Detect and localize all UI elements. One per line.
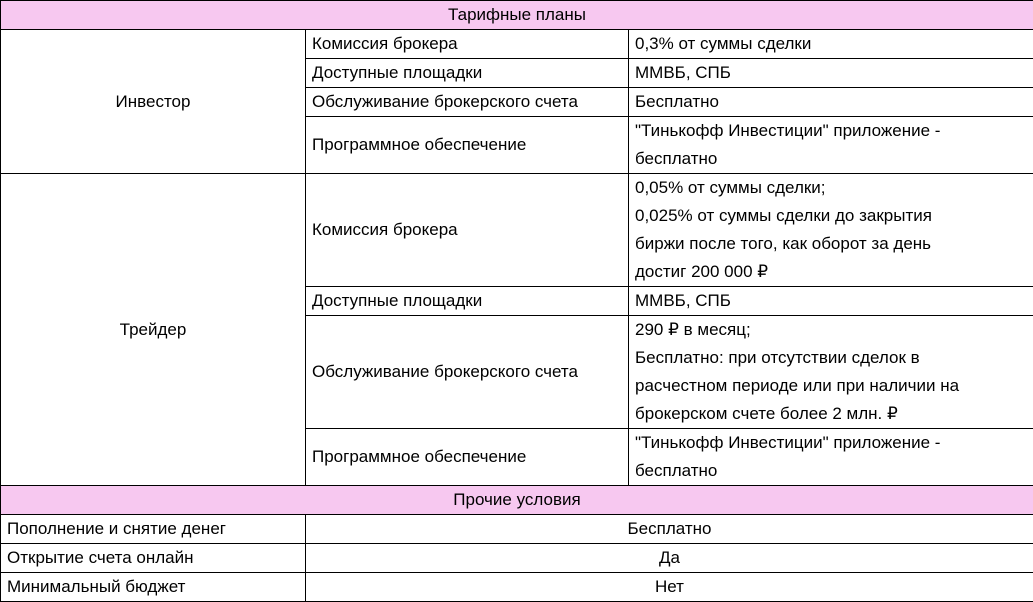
param-label: Доступные площадки — [306, 287, 629, 316]
tariffs-header: Тарифные планы — [1, 1, 1033, 30]
param-label: Обслуживание брокерского счета — [306, 316, 629, 429]
param-value: 0,05% от суммы сделки; 0,025% от суммы сделки до закрытия биржи после того, как оборот за день достиг 200 000 ₽ — [629, 174, 1033, 287]
condition-value: Нет — [306, 573, 1033, 602]
param-value: "Тинькофф Инвестиции" приложение - бесплатно — [629, 117, 1033, 174]
param-label: Комиссия брокера — [306, 174, 629, 287]
other-header: Прочие условия — [1, 486, 1033, 515]
param-value: Бесплатно — [629, 88, 1033, 117]
condition-label: Пополнение и снятие денег — [1, 515, 306, 544]
param-value: ММВБ, СПБ — [629, 59, 1033, 88]
param-value: 0,3% от суммы сделки — [629, 30, 1033, 59]
condition-value: Бесплатно — [306, 515, 1033, 544]
condition-value: Да — [306, 544, 1033, 573]
param-label: Обслуживание брокерского счета — [306, 88, 629, 117]
param-value: ММВБ, СПБ — [629, 287, 1033, 316]
plan-name-investor: Инвестор — [1, 30, 306, 174]
param-value: "Тинькофф Инвестиции" приложение - бесплатно — [629, 429, 1033, 486]
param-value: 290 ₽ в месяц; Бесплатно: при отсутствии сделок в расчестном периоде или при наличии на брокерском счете более 2 млн. ₽ — [629, 316, 1033, 429]
param-label: Программное обеспечение — [306, 429, 629, 486]
param-label: Доступные площадки — [306, 59, 629, 88]
param-label: Программное обеспечение — [306, 117, 629, 174]
condition-label: Минимальный бюджет — [1, 573, 306, 602]
condition-label: Открытие счета онлайн — [1, 544, 306, 573]
plan-name-trader: Трейдер — [1, 174, 306, 486]
param-label: Комиссия брокера — [306, 30, 629, 59]
